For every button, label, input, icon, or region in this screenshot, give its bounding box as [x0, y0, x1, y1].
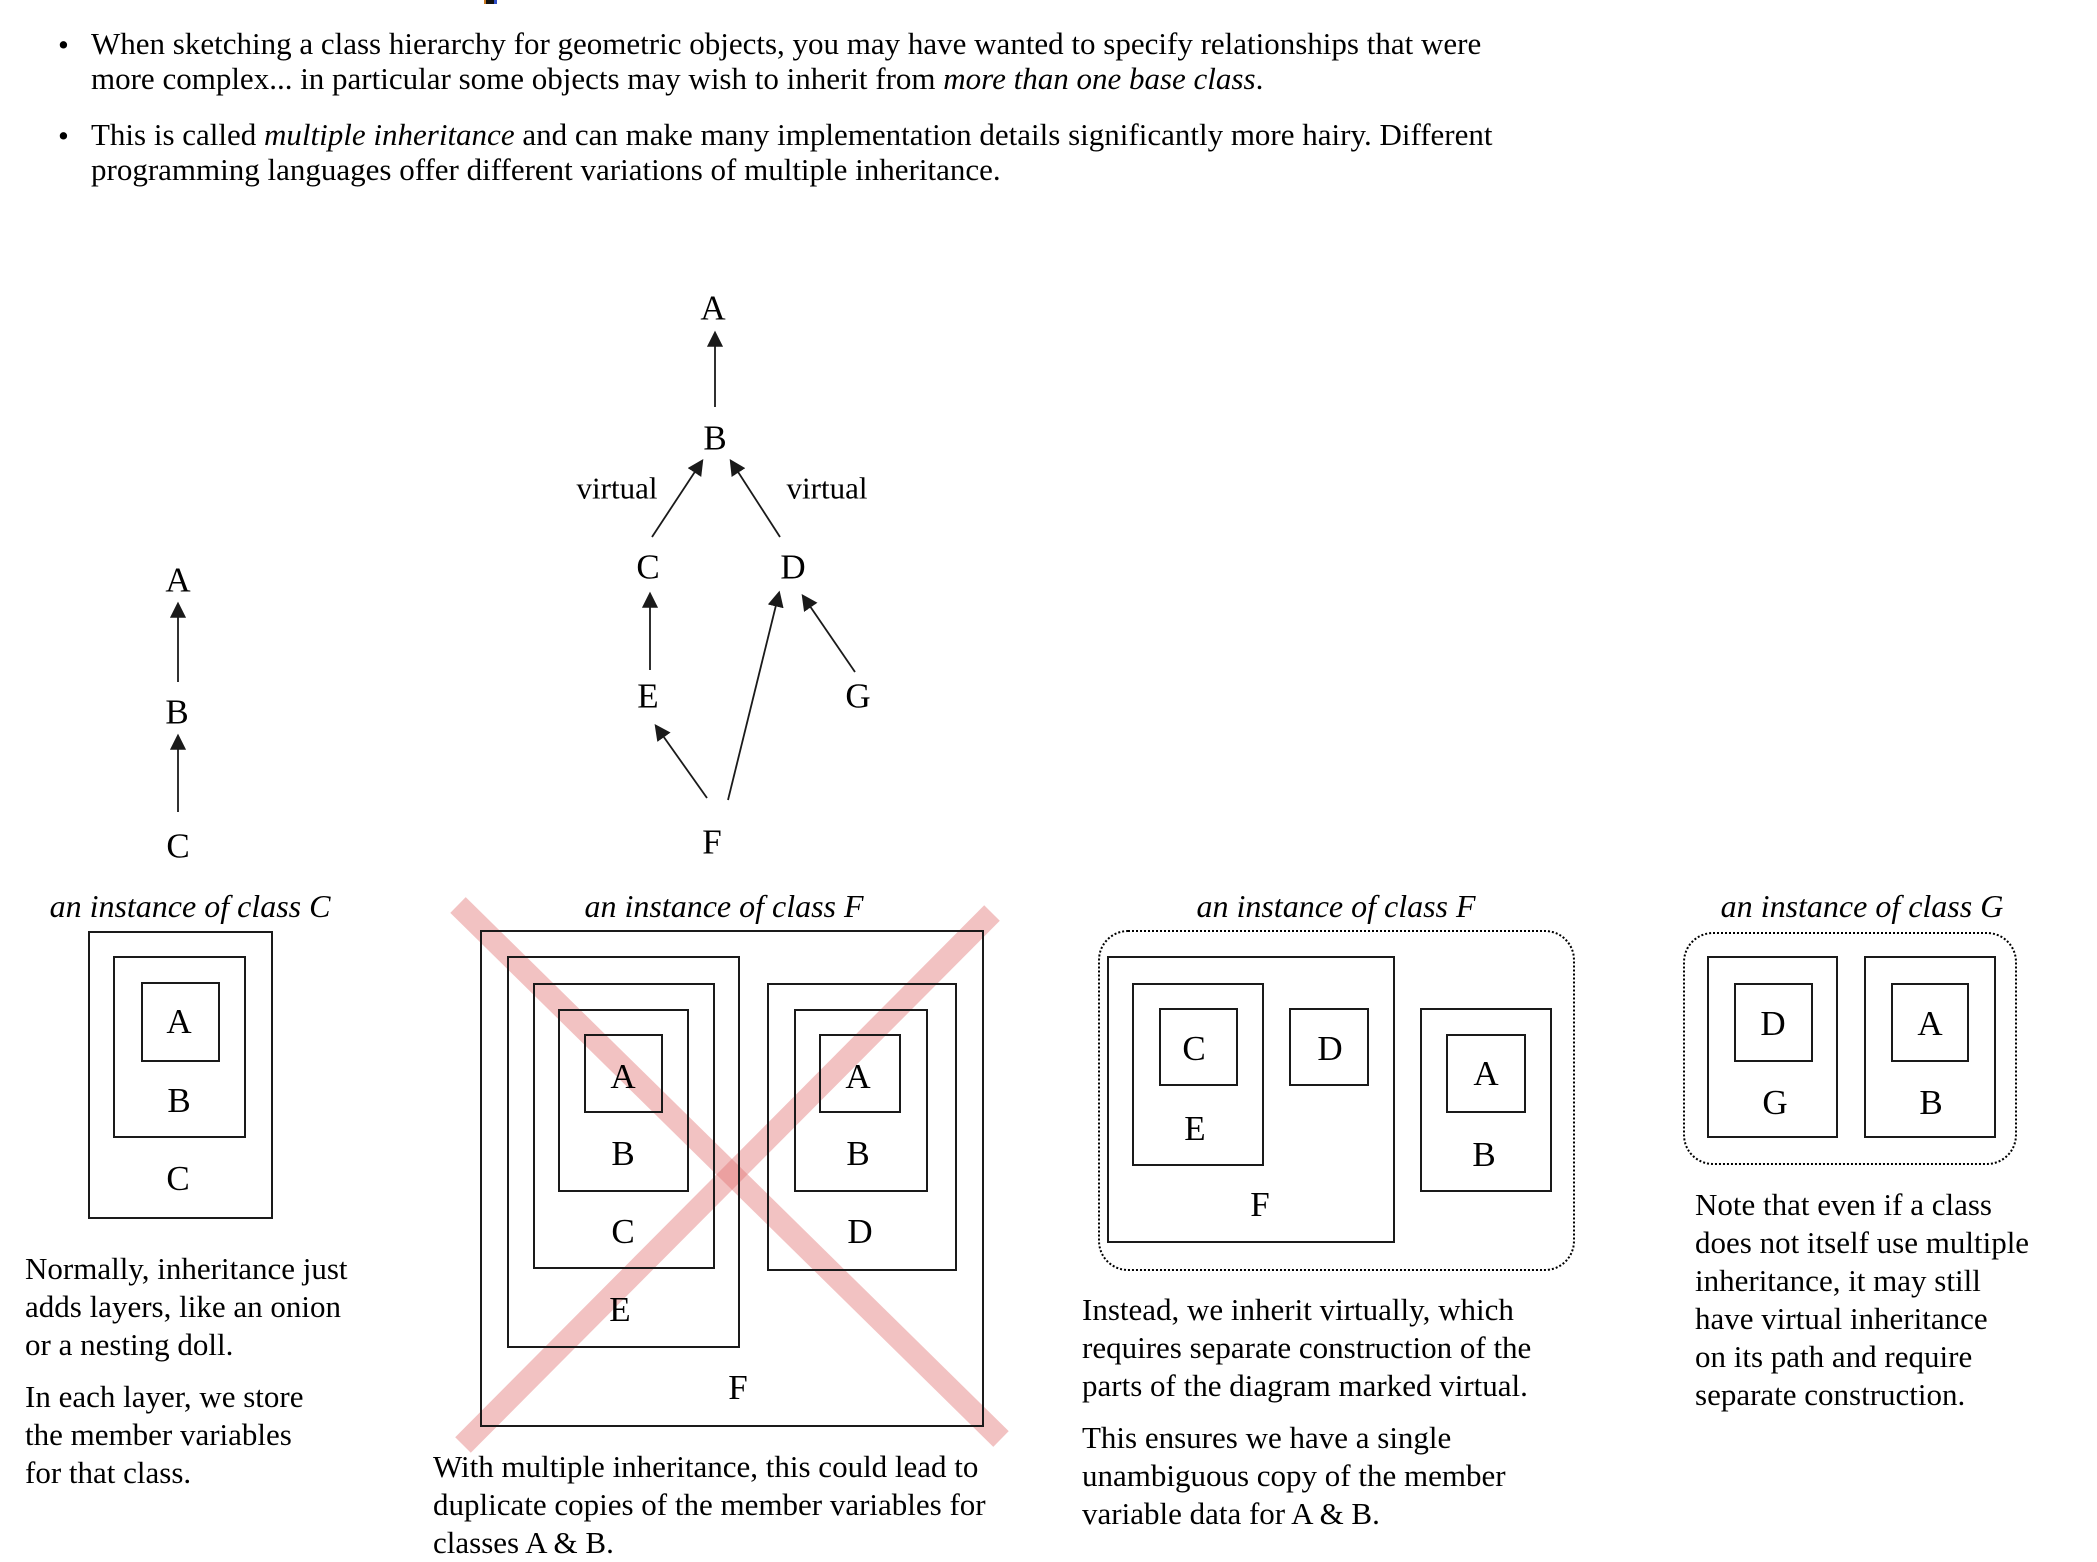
caption-paragraph: This ensures we have a single unambiguous copy of the member variable data for A & B.: [1082, 1420, 1506, 1531]
bullet-item: [58, 26, 1481, 96]
caption-paragraph: In each layer, we store the member variables for that class.: [25, 1379, 304, 1490]
hierarchy-node-F: F: [702, 822, 722, 862]
class-label-C: C: [611, 1212, 635, 1251]
hierarchy-node-D: D: [780, 547, 806, 587]
class-label-B: B: [167, 1081, 191, 1120]
hierarchy-node-C: C: [166, 826, 190, 866]
hierarchy-node-G: G: [845, 676, 871, 716]
class-label-B: B: [846, 1134, 870, 1173]
instance-title-f-virtual: an instance of class F: [1196, 888, 1476, 924]
class-label-G: G: [1762, 1083, 1788, 1122]
bullet-text: When sketching a class hierarchy for geometric objects, you may have wanted to specify relationships that were more complex... in particular some objects may wish to inherit from more than one base class.: [91, 26, 1482, 96]
bullet-dot: •: [58, 118, 69, 153]
class-label-C: C: [166, 1159, 190, 1198]
bullet-dot: •: [58, 27, 69, 62]
class-label-F: F: [1250, 1185, 1270, 1224]
class-label-A: A: [1917, 1004, 1943, 1043]
virtual-label: virtual: [576, 470, 658, 506]
hierarchy-node-A: A: [165, 560, 191, 600]
class-label-F: F: [728, 1368, 748, 1407]
caption-duplicate-copies: [433, 1448, 986, 1562]
instance-title-g: an instance of class G: [1720, 888, 2004, 924]
class-label-A: A: [845, 1057, 871, 1096]
class-label-E: E: [609, 1290, 631, 1329]
virtual-label: virtual: [786, 470, 868, 506]
instance-title-c: an instance of class C: [49, 888, 331, 924]
class-label-A: A: [610, 1057, 636, 1096]
class-label-E: E: [1184, 1109, 1206, 1148]
class-label-A: A: [166, 1002, 192, 1041]
hierarchy-node-B: B: [165, 692, 189, 732]
class-label-D: D: [847, 1212, 873, 1251]
instance-title-f-duplicated: an instance of class F: [584, 888, 864, 924]
caption-paragraph: Normally, inheritance just adds layers, like an onion or a nesting doll.: [25, 1251, 348, 1362]
hierarchy-node-A: A: [700, 288, 726, 328]
caption-class-g-note: [1695, 1186, 2029, 1414]
class-label-A: A: [1473, 1054, 1499, 1093]
caption-paragraph: Note that even if a class does not itself use multiple inheritance, it may still have virtual inheritance on its path and require separate construction.: [1695, 1187, 2030, 1412]
class-label-B: B: [1472, 1135, 1496, 1174]
class-label-B: B: [611, 1134, 635, 1173]
caption-paragraph: With multiple inheritance, this could lead to duplicate copies of the member variables for classes A & B.: [433, 1449, 986, 1560]
hierarchy-node-E: E: [637, 676, 659, 716]
caption-virtual-inheritance: [1082, 1291, 1531, 1533]
caption-onion-layers: [25, 1250, 348, 1492]
bullet-item: [58, 117, 1493, 187]
caption-paragraph: Instead, we inherit virtually, which requires separate construction of the parts of the diagram marked virtual.: [1082, 1292, 1532, 1403]
hierarchy-node-B: B: [703, 418, 727, 458]
class-label-D: D: [1317, 1029, 1343, 1068]
bullet-text: This is called multiple inheritance and can make many implementation details significantly more hairy. Different programming languages offer different variations of multiple inheritance.: [91, 117, 1493, 187]
class-label-D: D: [1760, 1004, 1786, 1043]
hierarchy-node-C: C: [636, 547, 660, 587]
class-label-B: B: [1919, 1083, 1943, 1122]
class-label-C: C: [1182, 1029, 1206, 1068]
